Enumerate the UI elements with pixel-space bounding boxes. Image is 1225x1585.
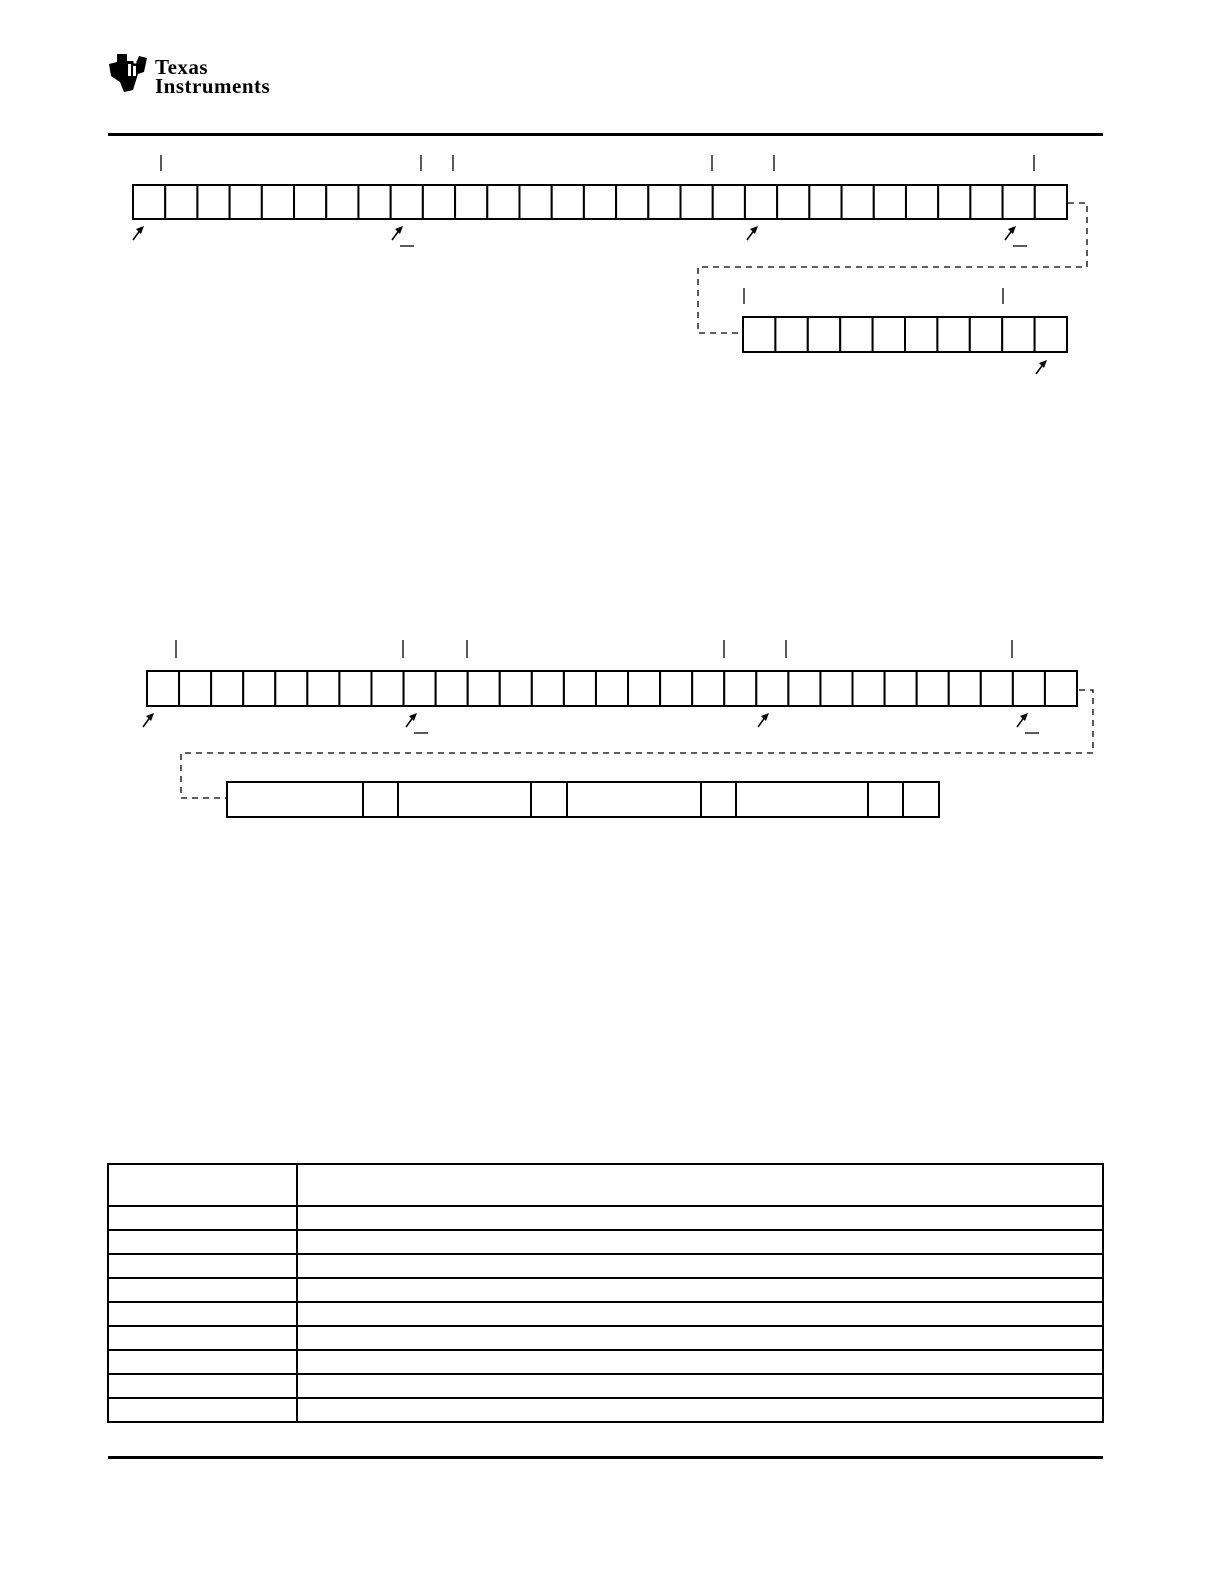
register-cell (519, 185, 551, 219)
register-cell (840, 317, 872, 352)
brand-line-2: Instruments (155, 74, 271, 98)
table-cell (108, 1302, 297, 1326)
register-cell (842, 185, 874, 219)
register-cell (211, 671, 243, 706)
table-row (108, 1326, 1103, 1350)
pointer-arrow-icon (146, 713, 154, 721)
register-field (868, 782, 903, 817)
register-cell (938, 185, 970, 219)
register-cell (147, 671, 179, 706)
register-cell (1045, 671, 1077, 706)
register-cell (970, 185, 1002, 219)
pointer-arrow-icon (409, 713, 417, 721)
register-cell (628, 671, 660, 706)
table-cell (297, 1302, 1103, 1326)
register-cell (455, 185, 487, 219)
register-cell (724, 671, 756, 706)
register-cell (616, 185, 648, 219)
register-cell (648, 185, 680, 219)
register-cell (981, 671, 1013, 706)
register-cell (853, 671, 885, 706)
register-cell (874, 185, 906, 219)
table-cell (297, 1254, 1103, 1278)
table-cell (297, 1230, 1103, 1254)
register-cell (552, 185, 584, 219)
register-cell (1035, 317, 1067, 352)
table-row (108, 1398, 1103, 1422)
register-cell (1002, 317, 1034, 352)
register-cell (885, 671, 917, 706)
description-table (107, 1163, 1104, 1423)
register-cell (371, 671, 403, 706)
register-field (227, 782, 363, 817)
register-cell (970, 317, 1002, 352)
register-cell (777, 185, 809, 219)
register-cell (339, 671, 371, 706)
register-field (903, 782, 939, 817)
register-cell (692, 671, 724, 706)
register-field (363, 782, 398, 817)
register-cell (949, 671, 981, 706)
pointer-arrow-icon (1039, 360, 1047, 368)
table-cell (108, 1326, 297, 1350)
pointer-arrow-icon (1008, 226, 1016, 234)
table-header-cell (297, 1164, 1103, 1206)
table-cell (297, 1326, 1103, 1350)
register-field (701, 782, 736, 817)
table-cell (297, 1350, 1103, 1374)
register-cell (905, 317, 937, 352)
register-cell (423, 185, 455, 219)
register-cell (681, 185, 713, 219)
register-field (736, 782, 868, 817)
register-cell (197, 185, 229, 219)
table-row (108, 1350, 1103, 1374)
table-cell (108, 1254, 297, 1278)
register-cell (596, 671, 628, 706)
table-cell (108, 1398, 297, 1422)
register-cell (1013, 671, 1045, 706)
register-cell (1003, 185, 1035, 219)
register-cell (404, 671, 436, 706)
register-cell (745, 185, 777, 219)
table-cell (108, 1230, 297, 1254)
register-field (531, 782, 567, 817)
register-cell (788, 671, 820, 706)
pointer-arrow-icon (761, 713, 769, 721)
register-cell (808, 317, 840, 352)
register-cell (584, 185, 616, 219)
register-cell (775, 317, 807, 352)
register-cell (243, 671, 275, 706)
register-cell (179, 671, 211, 706)
register-cell (809, 185, 841, 219)
brand-line-1: Texas (155, 55, 209, 79)
pointer-arrow-icon (750, 226, 758, 234)
register-field (567, 782, 701, 817)
continuation-connector (698, 203, 1087, 333)
table-header-cell (108, 1164, 297, 1206)
register-cell (1035, 185, 1067, 219)
register-cell (133, 185, 165, 219)
table-cell (297, 1278, 1103, 1302)
register-cell (275, 671, 307, 706)
table-row (108, 1374, 1103, 1398)
register-cell (937, 317, 969, 352)
register-cell (307, 671, 339, 706)
table-row (108, 1206, 1103, 1230)
table-cell (108, 1206, 297, 1230)
register-cell (436, 671, 468, 706)
pointer-arrow-icon (136, 226, 144, 234)
pointer-arrow-icon (395, 226, 403, 234)
register-cell (917, 671, 949, 706)
register-cell (532, 671, 564, 706)
table-row (108, 1254, 1103, 1278)
table-header-row (108, 1164, 1103, 1206)
register-cell (500, 671, 532, 706)
table-cell (108, 1278, 297, 1302)
register-cell (713, 185, 745, 219)
register-cell (358, 185, 390, 219)
footer-rule (108, 1456, 1103, 1459)
register-cell (743, 317, 775, 352)
register-cell (230, 185, 262, 219)
register-cell (468, 671, 500, 706)
register-cell (165, 185, 197, 219)
register-cell (564, 671, 596, 706)
register-cell (873, 317, 905, 352)
register-cell (487, 185, 519, 219)
pointer-arrow-icon (1020, 713, 1028, 721)
register-cell (820, 671, 852, 706)
register-cell (660, 671, 692, 706)
register-cell (756, 671, 788, 706)
table-cell (297, 1398, 1103, 1422)
register-cell (391, 185, 423, 219)
register-field (398, 782, 531, 817)
register-cell (294, 185, 326, 219)
table-row (108, 1278, 1103, 1302)
table-row (108, 1302, 1103, 1326)
table-cell (297, 1206, 1103, 1230)
register-cell (906, 185, 938, 219)
table-cell (108, 1374, 297, 1398)
register-cell (262, 185, 294, 219)
table-cell (108, 1350, 297, 1374)
register-cell (326, 185, 358, 219)
table-row (108, 1230, 1103, 1254)
table-cell (297, 1374, 1103, 1398)
